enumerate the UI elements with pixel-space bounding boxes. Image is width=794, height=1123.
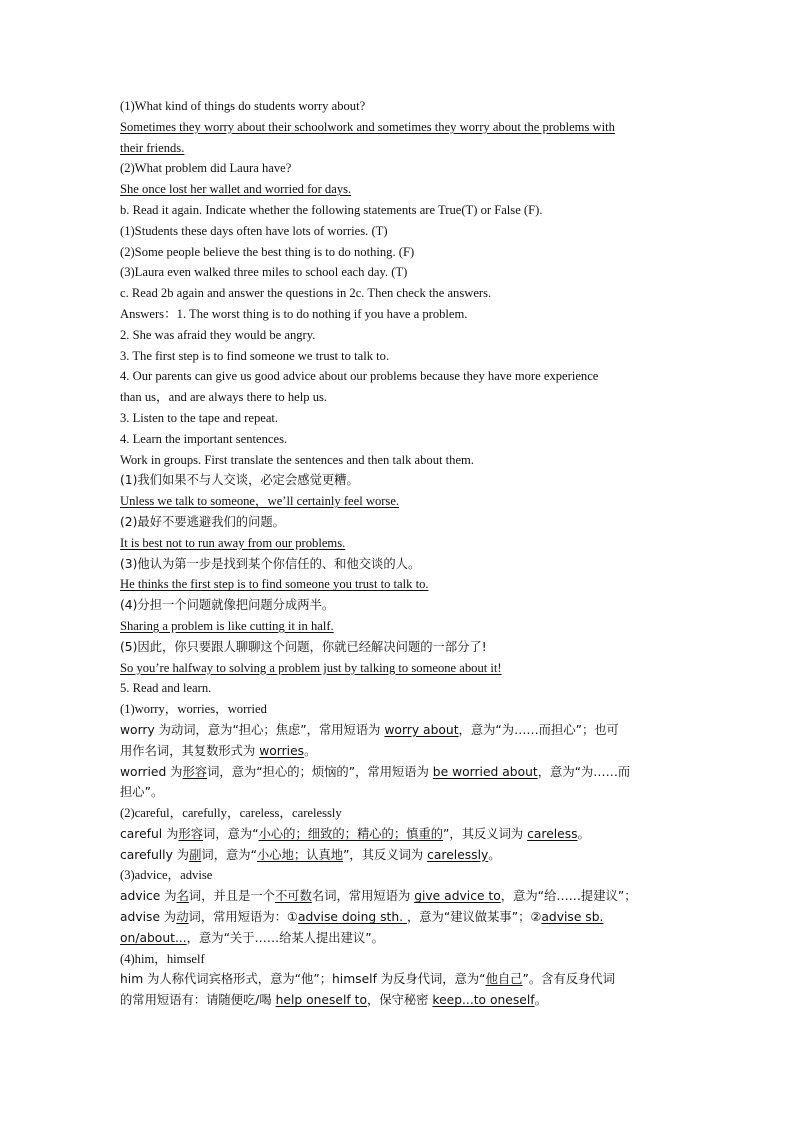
blank-answer: help oneself to <box>275 993 367 1008</box>
text: 词，意为“ <box>201 847 257 862</box>
word-group-4-heading: (4)him，himself <box>120 951 205 966</box>
word-group-1-line-4: 担心”。 <box>120 785 164 800</box>
text: ”。含有反身代词 <box>522 972 615 987</box>
sentence-3-chinese: (3)他认为第一步是找到某个你信任的、和他交谈的人。 <box>120 556 421 571</box>
blank-answer: 不可数 <box>274 889 312 904</box>
step-3: 3. Listen to the tape and repeat. <box>120 410 279 425</box>
question-2: (2)What problem did Laura have? <box>120 161 292 176</box>
text: ，保守秘密 <box>366 993 433 1008</box>
answer-item-1: Answers：1. The worst thing is to do nothing if you have a problem. <box>120 306 468 321</box>
text: ，意为“建议做某事”；② <box>406 910 542 925</box>
text: 。 <box>577 826 590 841</box>
text: 。 <box>534 993 547 1008</box>
text: 词，意为“担心的；烦恼的”，常用短语为 <box>207 764 433 779</box>
blank-answer: 名 <box>176 889 189 904</box>
word-group-2-line-1 <box>120 824 676 845</box>
sentence-5-chinese: (5)因此，你只要跟人聊聊这个问题，你就已经解决问题的一部分了! <box>120 639 487 654</box>
word-group-3-line-3 <box>120 928 676 949</box>
answer-item-3: 3. The first step is to find someone we trust to talk to. <box>120 348 390 363</box>
word-group-3-line-2 <box>120 907 676 928</box>
blank-answer: be worried about <box>432 764 538 779</box>
word-group-1-line-1 <box>120 720 676 741</box>
text: worried 为 <box>120 764 183 779</box>
answer-1-line-2: their friends. <box>120 140 185 155</box>
sentence-5-english: So you’re halfway to solving a problem just by talking to someone about it! <box>120 660 502 675</box>
word-group-1-line-3 <box>120 762 676 783</box>
true-false-1: (1)Students these days often have lots of worries. (T) <box>120 223 388 238</box>
blank-answer: 副 <box>189 847 202 862</box>
blank-answer: keep...to oneself <box>432 993 535 1008</box>
sentence-1-chinese: (1)我们如果不与人交谈，必定会感觉更糟。 <box>120 473 359 488</box>
text: ，意为“为……而担心”；也可 <box>458 722 619 737</box>
word-group-2-heading: (2)careful，carefully，careless，carelessly <box>120 806 342 821</box>
blank-answer: 形容 <box>178 826 204 841</box>
text: 名词，常用短语为 <box>311 889 415 904</box>
step-4: 4. Learn the important sentences. <box>120 431 288 446</box>
word-group-3-line-1 <box>120 886 676 907</box>
text: 词，并且是一个 <box>188 889 275 904</box>
answer-item-4-line-2: than us，and are always there to help us. <box>120 390 328 405</box>
word-group-3-heading: (3)advice，advise <box>120 868 213 883</box>
text: 。 <box>304 743 317 758</box>
blank-answer: worry about <box>384 722 459 737</box>
word-group-4-line-1 <box>120 969 676 990</box>
sentence-1-english: Unless we talk to someone，we’ll certainly feel worse. <box>120 494 400 509</box>
blank-answer: 动 <box>176 910 189 925</box>
blank-answer: advise sb. <box>541 910 604 925</box>
text: worry 为动词，意为“担心；焦虑”，常用短语为 <box>120 722 385 737</box>
blank-answer: on/about... <box>120 930 187 945</box>
blank-answer: 小心地；认真地 <box>256 847 344 862</box>
blank-answer: careless <box>527 826 578 841</box>
true-false-3: (3)Laura even walked three miles to school each day. (T) <box>120 265 408 280</box>
answer-item-2: 2. She was afraid they would be angry. <box>120 327 316 342</box>
question-1: (1)What kind of things do students worry about? <box>120 99 366 113</box>
word-group-4-line-2 <box>120 990 676 1011</box>
text: ，意为“为……而 <box>537 764 631 779</box>
word-group-1-heading: (1)worry，worries，worried <box>120 702 267 717</box>
text: careful 为 <box>120 826 179 841</box>
text: carefully 为 <box>120 847 190 862</box>
work-instruction: Work in groups. First translate the sentences and then talk about them. <box>120 452 474 467</box>
text: him 为人称代词宾格形式，意为“他”；himself 为反身代词，意为“ <box>120 972 486 987</box>
text: 用作名词，其复数形式为 <box>120 743 260 758</box>
sentence-4-english: Sharing a problem is like cutting it in half. <box>120 618 334 633</box>
section-c-intro: c. Read 2b again and answer the questions in 2c. Then check the answers. <box>120 286 492 301</box>
answer-2: She once lost her wallet and worried for days. <box>120 182 352 197</box>
sentence-4-chinese: (4)分担一个问题就像把问题分成两半。 <box>120 598 335 613</box>
blank-answer: carelessly <box>427 847 489 862</box>
word-group-1-line-2 <box>120 741 676 762</box>
sentence-3-english: He thinks the first step is to find someone you trust to talk to. <box>120 577 429 592</box>
blank-answer: advise doing sth. <box>297 910 407 925</box>
true-false-2: (2)Some people believe the best thing is to do nothing. (F) <box>120 244 415 259</box>
text: ，意为“关于……给某人提出建议”。 <box>186 930 384 945</box>
text: ”，其反义词为 <box>343 847 428 862</box>
text: 。 <box>488 847 501 862</box>
section-b-intro: b. Read it again. Indicate whether the following statements are True(T) or False (F). <box>120 202 543 217</box>
word-group-2-line-2 <box>120 845 676 866</box>
step-5: 5. Read and learn. <box>120 681 212 696</box>
text: ，意为“给……提建议”； <box>500 889 637 904</box>
answer-1-line-1: Sometimes they worry about their schoolwork and sometimes they worry about the problems with <box>120 119 615 134</box>
text: 的常用短语有：请随便吃/喝 <box>120 993 276 1008</box>
answer-item-4-line-1: 4. Our parents can give us good advice about our problems because they have more experience <box>120 369 599 384</box>
sentence-2-english: It is best not to run away from our problems. <box>120 535 346 550</box>
text: 词，常用短语为：① <box>188 910 298 925</box>
blank-answer: worries <box>259 743 305 758</box>
text: ”，其反义词为 <box>443 826 528 841</box>
blank-answer: 形容 <box>182 764 208 779</box>
text: advise 为 <box>120 910 177 925</box>
text: 词，意为“ <box>203 826 259 841</box>
sentence-2-chinese: (2)最好不要逃避我们的问题。 <box>120 514 285 529</box>
blank-answer: 小心的；细致的；精心的；慎重的 <box>258 826 444 841</box>
text: advice 为 <box>120 889 177 904</box>
document-page <box>120 96 676 1011</box>
blank-answer: give advice to <box>414 889 501 904</box>
blank-answer: 他自己 <box>485 972 523 987</box>
